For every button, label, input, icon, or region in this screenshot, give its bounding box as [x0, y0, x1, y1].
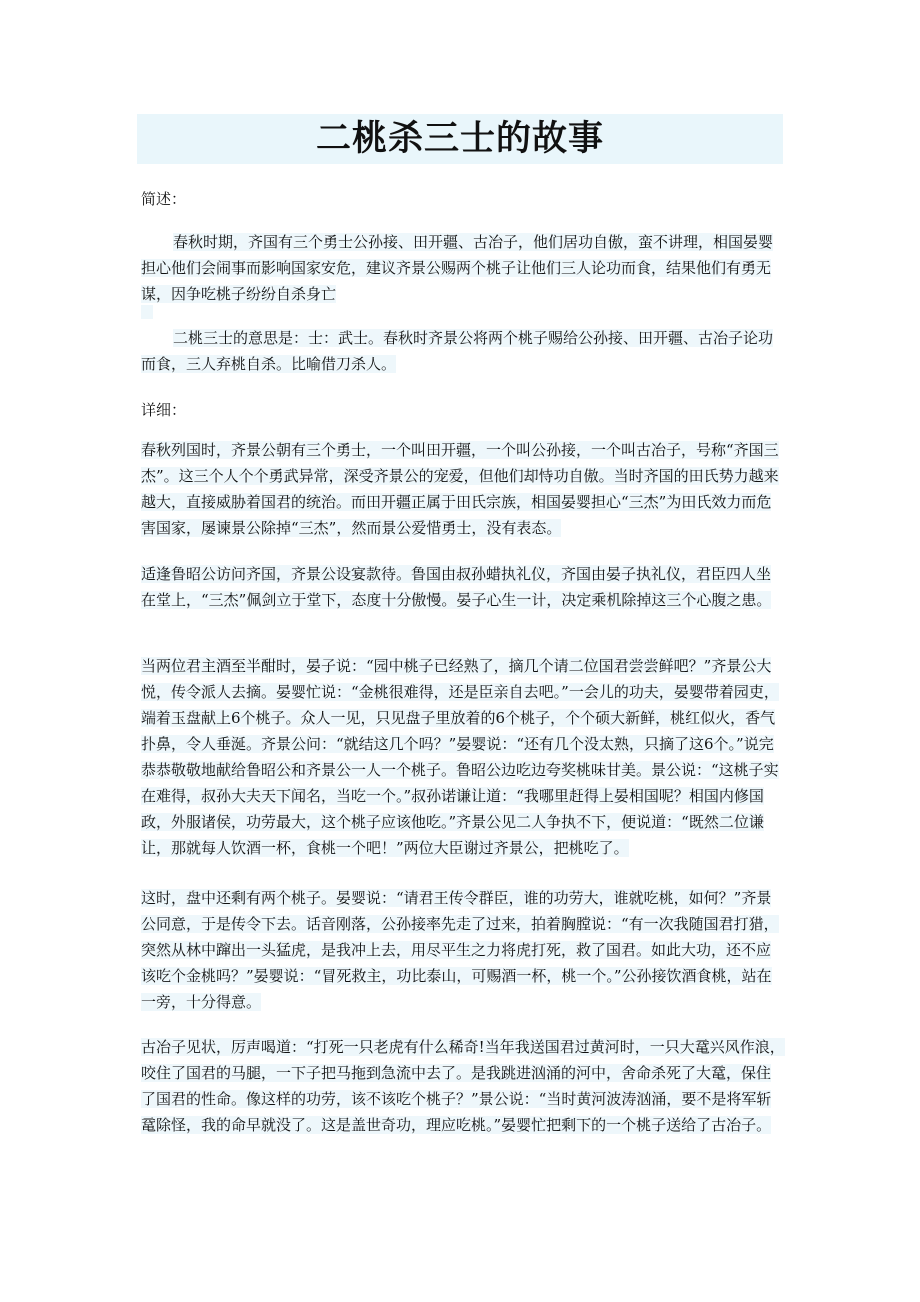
summary-paragraph-1-text: 春秋时期，齐国有三个勇士公孙接、田开疆、古冶子，他们居功自傲，蛮不讲理，相国晏婴担心他们会闹事而影响国家安危，建议齐景公赐两个桃子让他们三人论功而食，结果他们有勇无谋，因争吃桃子纷纷自杀身亡: [141, 233, 774, 303]
detail-paragraph-4-text: 这时，盘中还剩有两个桃子。晏婴说：“请君王传令群臣，谁的功劳大，谁就吃桃，如何？”齐景公同意，于是传令下去。话音刚落，公孙接率先走了过来，拍着胸膛说：“有一次我随国君打猎，突然从林中蹿出一头猛虎，是我冲上去，用尽平生之力将虎打死，救了国君。如此大功，还不应该吃个金桃吗？”晏婴说：“冒死救主，功比泰山，可赐酒一杯，桃一个。”公孙接饮酒食桃，站在一旁，十分得意。: [141, 889, 779, 1011]
highlight-marker: [141, 305, 153, 319]
detail-paragraph-1-text: 春秋列国时，齐景公朝有三个勇士，一个叫田开疆，一个叫公孙接，一个叫古冶子，号称“齐国三杰”。这三个人个个勇武异常，深受齐景公的宠爱，但他们却恃功自傲。当时齐国的田氏势力越来越大，直接威胁着国君的统治。而田开疆正属于田氏宗族，相国晏婴担心“三杰”为田氏效力而危害国家，屡谏景公除掉“三杰”，然而景公爱惜勇士，没有表态。: [141, 441, 779, 537]
detail-paragraph-3: [141, 653, 785, 861]
detail-paragraph-5: [141, 1034, 785, 1138]
summary-paragraph-1: [141, 229, 785, 307]
detail-paragraph-2: [141, 561, 785, 613]
detail-paragraph-1: [141, 437, 785, 541]
detail-label: 详细：: [141, 401, 187, 419]
summary-label: 简述：: [141, 190, 187, 208]
detail-paragraph-3-text: 当两位君主酒至半酣时，晏子说：“园中桃子已经熟了，摘几个请二位国君尝尝鲜吧？”齐景公大悦，传令派人去摘。晏婴忙说：“金桃很难得，还是臣亲自去吧。”一会儿的功夫，晏婴带着园吏，端着玉盘献上6个桃子。众人一见，只见盘子里放着的6个桃子，个个硕大新鲜，桃红似火，香气扑鼻，令人垂涎。齐景公问：“就结这几个吗？”晏婴说：“还有几个没太熟，只摘了这6个。”说完恭恭敬敬地献给鲁昭公和齐景公一人一个桃子。鲁昭公边吃边夸奖桃味甘美。景公说：“这桃子实在难得，叔孙大夫天下闻名，当吃一个。”叔孙诺谦让道：“我哪里赶得上晏相国呢？相国内修国政，外服诸侯，功劳最大，这个桃子应该他吃。”齐景公见二人争执不下，便说道：“既然二位谦让，那就每人饮酒一杯，食桃一个吧！”两位大臣谢过齐景公，把桃吃了。: [141, 657, 779, 857]
detail-paragraph-4: [141, 885, 785, 1015]
summary-paragraph-2-text: 二桃三士的意思是：士：武士。春秋时齐景公将两个桃子赐给公孙接、田开疆、古冶子论功而食，三人弃桃自杀。比喻借刀杀人。: [141, 329, 774, 373]
summary-paragraph-2: [141, 325, 785, 377]
title-banner: [137, 114, 783, 164]
detail-paragraph-5-text: 古冶子见状，厉声喝道：“打死一只老虎有什么稀奇!当年我送国君过黄河时，一只大鼋兴风作浪，咬住了国君的马腿，一下子把马拖到急流中去了。是我跳进汹涌的河中，舍命杀死了大鼋，保住了国君的性命。像这样的功劳，该不该吃个桃子？”景公说：“当时黄河波涛汹涌，要不是将军斩鼋除怪，我的命早就没了。这是盖世奇功，理应吃桃。”晏婴忙把剩下的一个桃子送给了古冶子。: [141, 1038, 785, 1134]
detail-paragraph-2-text: 适逢鲁昭公访问齐国，齐景公设宴款待。鲁国由叔孙蜡执礼仪，齐国由晏子执礼仪，君臣四人坐在堂上，“三杰”佩剑立于堂下，态度十分傲慢。晏子心生一计，决定乘机除掉这三个心腹之患。: [141, 565, 772, 609]
document-title: 二桃杀三士的故事: [315, 118, 604, 159]
